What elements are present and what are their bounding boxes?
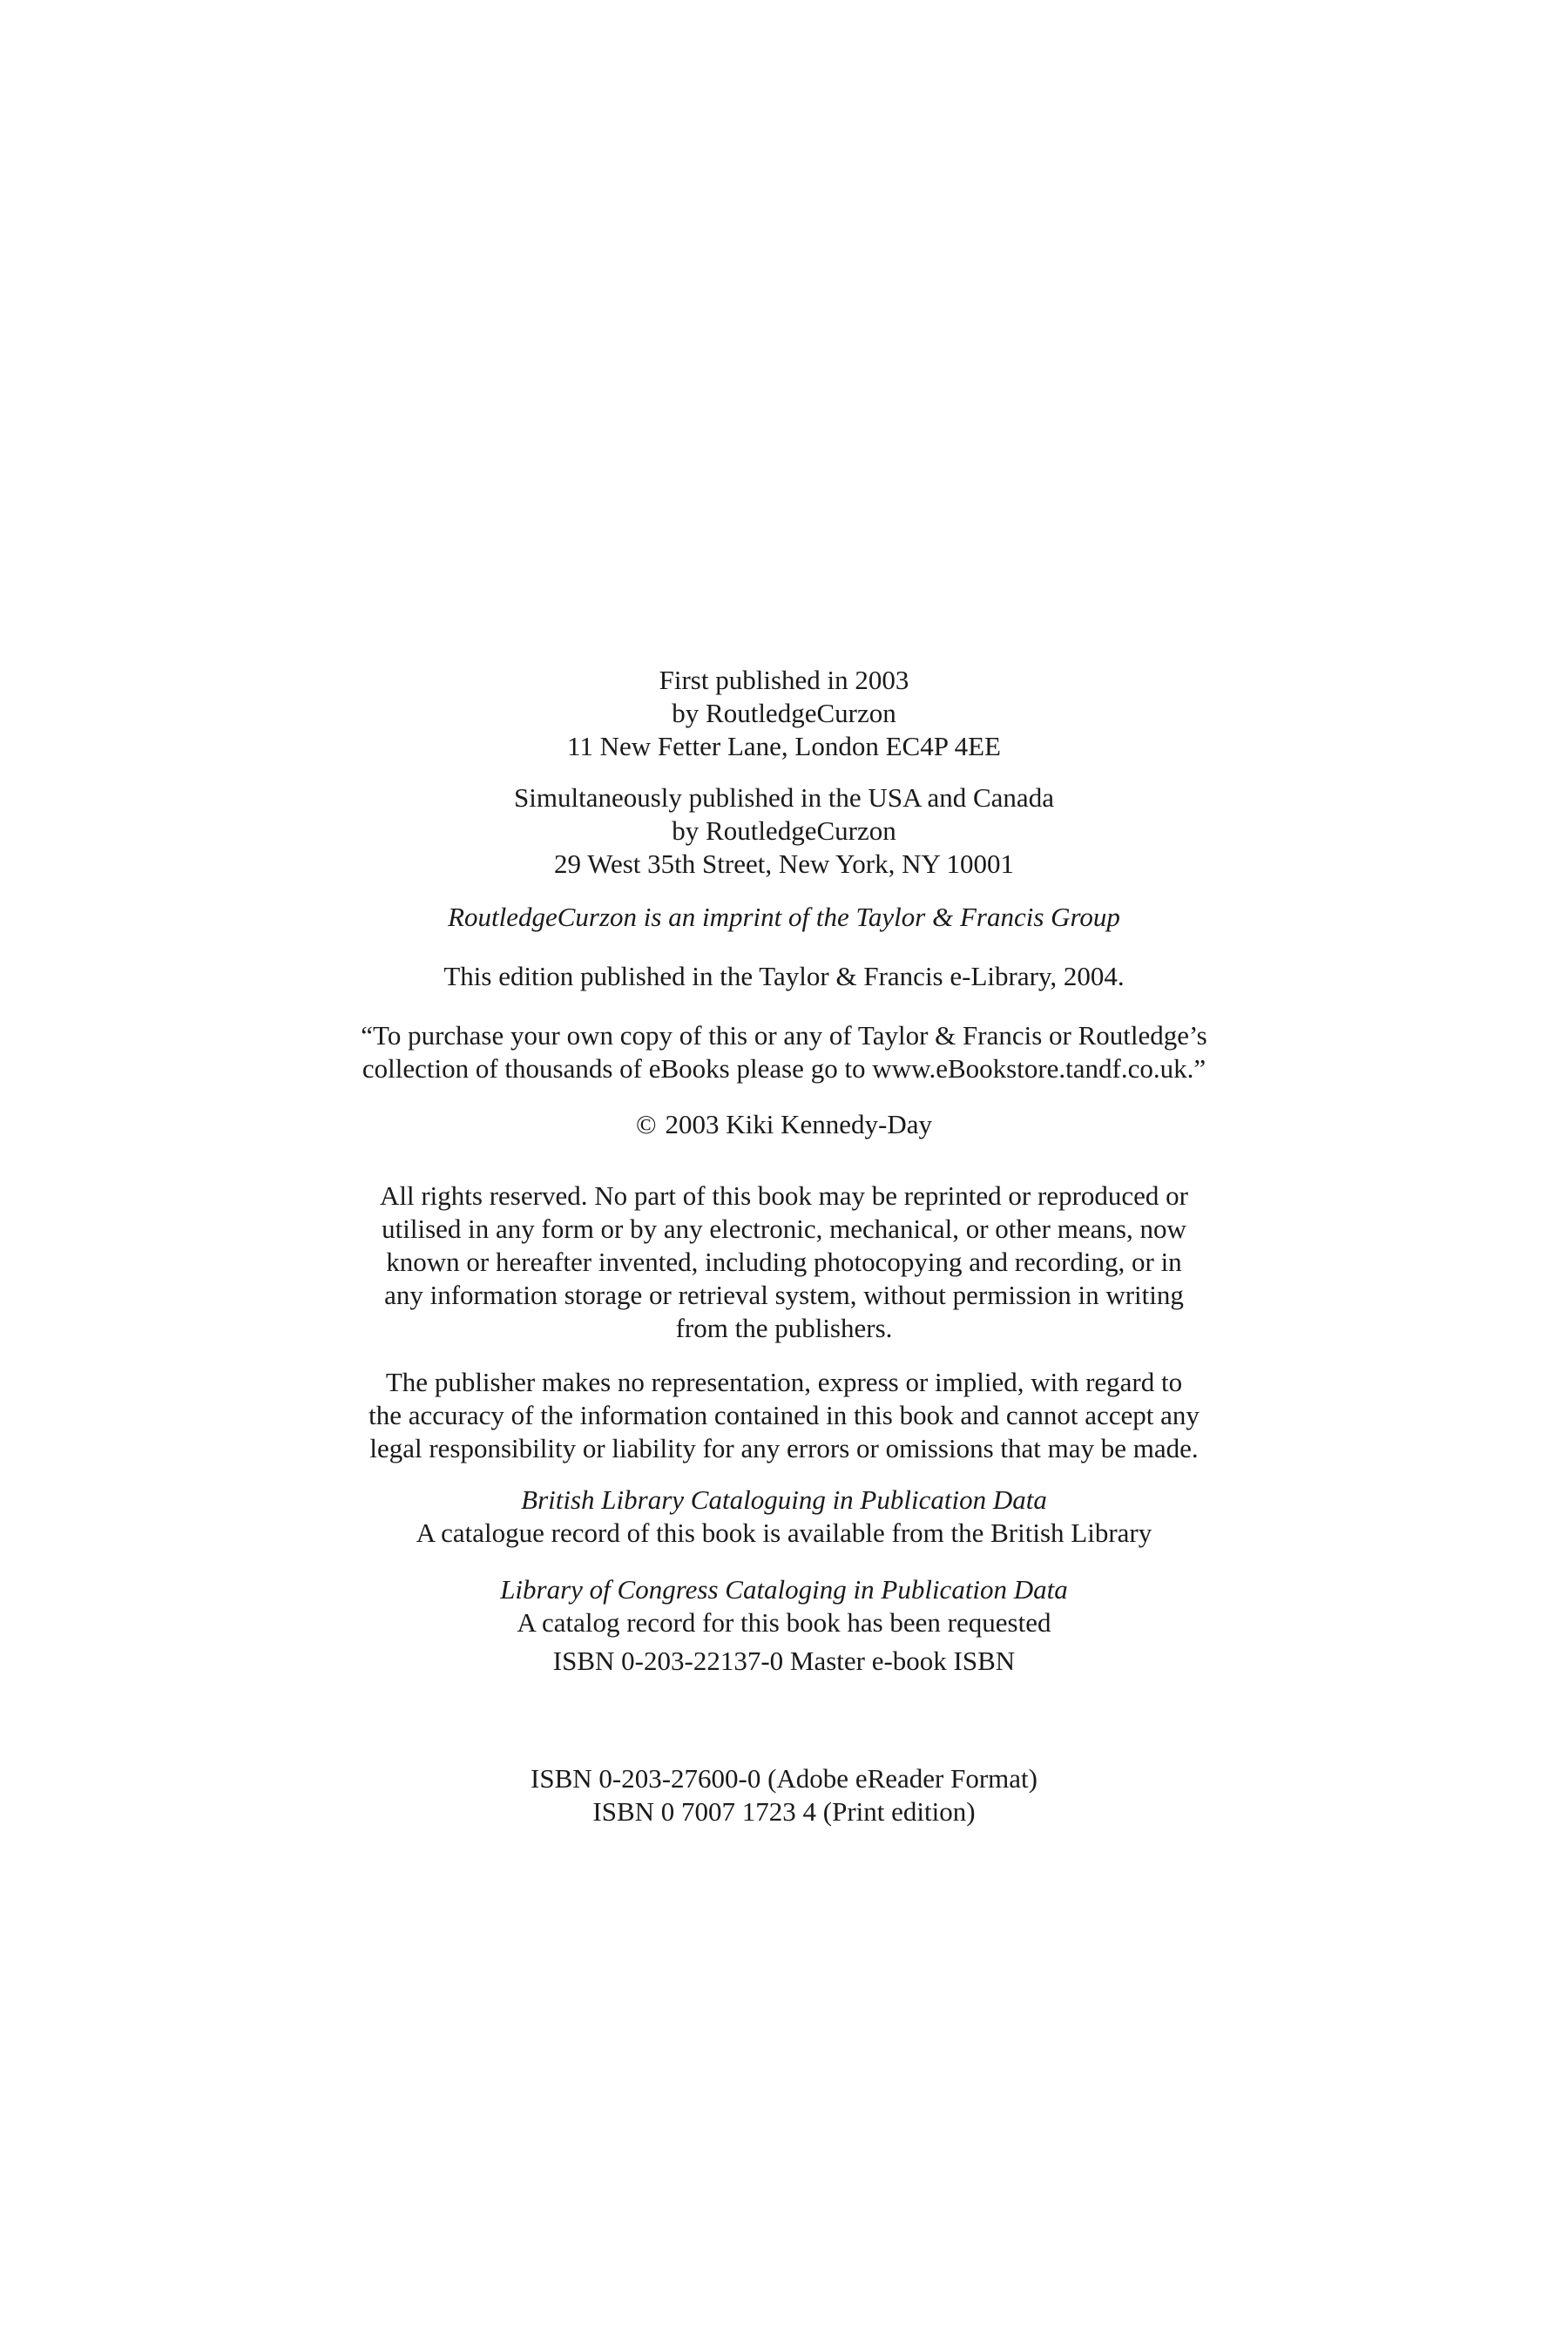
rights-line: from the publishers. [675,1313,893,1343]
publication-line: by RoutledgeCurzon [672,698,896,728]
disclaimer-line: legal responsibility or liability for any errors or omissions that may be made. [369,1433,1199,1463]
copyright-notice [0,1108,1568,1141]
copyright-symbol-icon: © [635,1109,657,1139]
us-publication-block [0,781,1568,881]
us-publication-line: 29 West 35th Street, New York, NY 10001 [554,848,1014,879]
imprint-line: RoutledgeCurzon is an imprint of the Taylor & Francis Group [448,902,1120,932]
isbn-adobe-line: ISBN 0-203-27600-0 (Adobe eReader Format) [531,1763,1037,1794]
edition-statement [0,960,1568,993]
isbn-editions [0,1762,1568,1828]
disclaimer-statement [0,1366,1568,1465]
rights-line: All rights reserved. No part of this book may be reprinted or reproduced or [379,1180,1188,1211]
rights-line: known or hereafter invented, including photocopying and recording, or in [386,1247,1182,1277]
copyright-holder: 2003 Kiki Kennedy-Day [665,1109,933,1139]
us-publication-line: Simultaneously published in the USA and Canada [514,782,1054,813]
rights-statement [0,1179,1568,1345]
library-of-congress-text: A catalog record for this book has been requested [517,1607,1051,1638]
disclaimer-line: The publisher makes no representation, express or implied, with regard to [385,1367,1183,1397]
rights-line: any information storage or retrieval system, without permission in writing [384,1280,1184,1310]
library-of-congress-cip [0,1573,1568,1639]
library-of-congress-heading: Library of Congress Cataloging in Publication Data [500,1574,1068,1605]
us-publication-line: by RoutledgeCurzon [672,815,896,846]
purchase-line: “To purchase your own copy of this or any of Taylor & Francis or Routledge’s [361,1020,1207,1051]
british-library-text: A catalogue record of this book is available from the British Library [416,1517,1152,1548]
isbn-master-line: ISBN 0-203-22137-0 Master e-book ISBN [552,1646,1016,1676]
imprint-statement [0,901,1568,934]
isbn-print-line: ISBN 0 7007 1723 4 (Print edition) [592,1796,976,1827]
edition-line: This edition published in the Taylor & Francis e-Library, 2004. [443,961,1125,991]
disclaimer-line: the accuracy of the information contained in this book and cannot accept any [368,1400,1200,1430]
isbn-master [0,1645,1568,1678]
publication-line: First published in 2003 [659,665,909,695]
publication-line: 11 New Fetter Lane, London EC4P 4EE [567,731,1001,761]
british-library-cip [0,1484,1568,1550]
purchase-notice [0,1019,1568,1085]
british-library-heading: British Library Cataloguing in Publication Data [521,1484,1047,1515]
purchase-line: collection of thousands of eBooks please go to www.eBookstore.tandf.co.uk.” [362,1053,1206,1084]
rights-line: utilised in any form or by any electronic, mechanical, or other means, now [382,1213,1186,1244]
publication-block [0,664,1568,763]
